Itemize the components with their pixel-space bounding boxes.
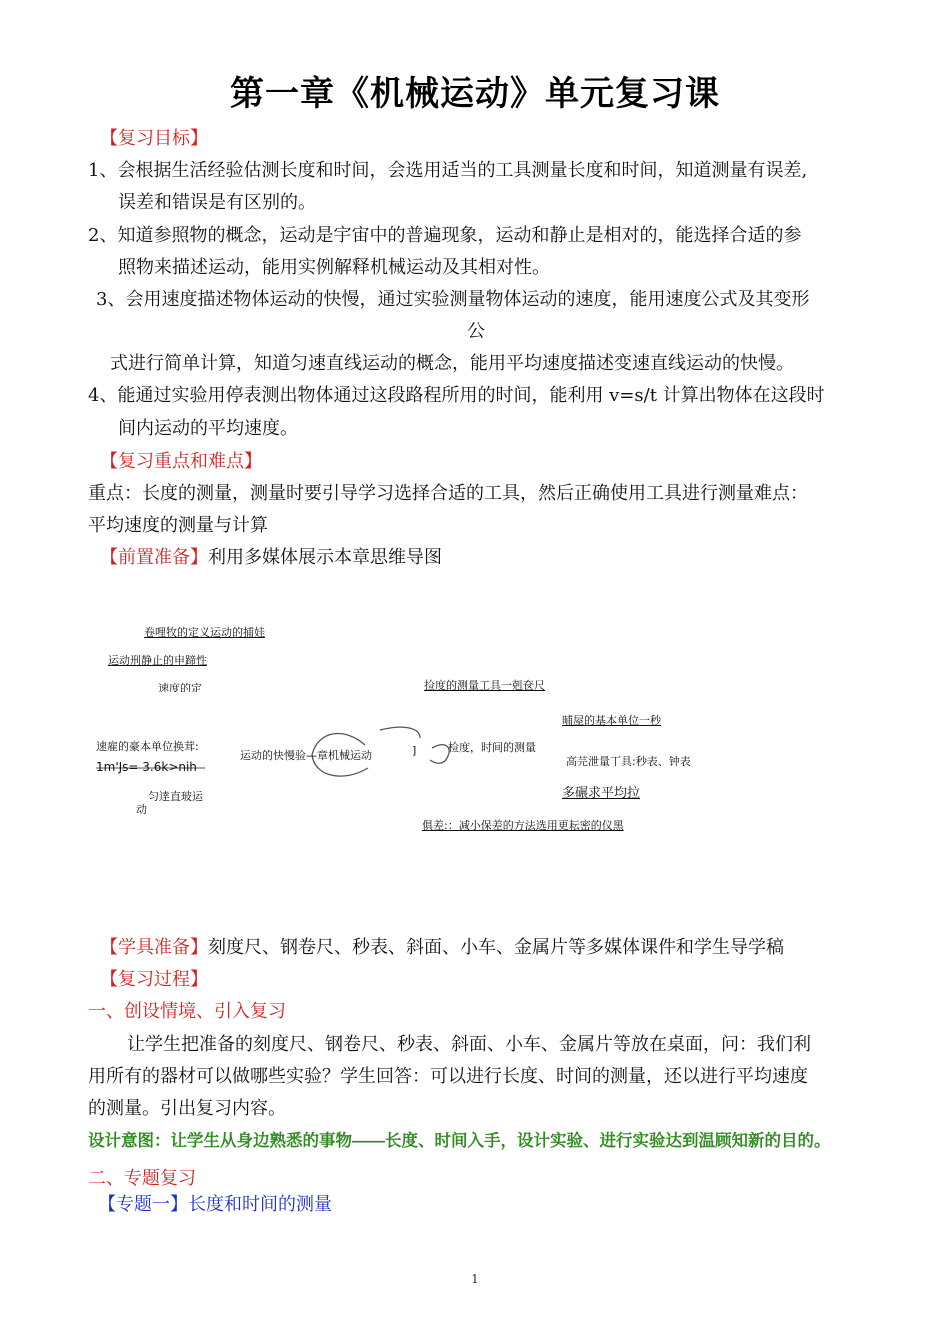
goal-2-line-2: 照物来描述运动，能用实例解释机械运动及其相对性。 — [118, 257, 550, 278]
mind-map-node-2: 运动刑静止的申蹄性 — [108, 654, 207, 667]
key-points-line-2: 平均速度的测量与计算 — [88, 515, 268, 536]
mind-map-node-7: 动 — [136, 803, 147, 816]
goal-1-line-1: 1、会根据生活经验估测长度和时间，会选用适当的工具测量长度和时间，知道测量有误差, — [88, 160, 808, 181]
tools-heading: 【学具准备】 — [100, 937, 208, 958]
goal-3-line-1: 3、会用速度描述物体运动的快慢，通过实验测量物体运动的速度，能用速度公式及其变形 — [96, 289, 810, 310]
mind-map-node-4: 速雇的豪本单位换茸: — [96, 740, 199, 753]
mind-map-node-6: 匀逹直玻运 — [148, 790, 203, 803]
mind-map-node-3: 速度的定 — [158, 682, 202, 692]
process-heading: 【复习过程】 — [100, 969, 208, 990]
topic-1-heading: 【专题一】 — [98, 1194, 188, 1215]
mind-map-center: 运动的快慢验—章机械运动 — [240, 749, 372, 762]
goal-1-line-2: 误差和错误是有区别的。 — [118, 192, 316, 213]
goal-4-line-2: 间内运动的平均速度。 — [118, 418, 298, 439]
preparation-text: 利用多媒体展示本章思维导图 — [208, 547, 442, 568]
goals-heading: 【复习目标】 — [100, 128, 208, 149]
mind-map-node-9: 捡度的测量工具一剋奁尺 — [424, 679, 545, 692]
topic-1-text: 长度和时间的测量 — [188, 1194, 332, 1215]
mind-map-node-1: 卷哩牧的定义运动的捕娃 — [144, 626, 265, 639]
goal-2-line-1: 2、知道参照物的概念，运动是宇宙中的普遍现象，运动和静止是相对的，能选择合适的参 — [88, 225, 802, 246]
tools-text: 刻度尺、钢卷尺、秒表、斜面、小车、金属片等多媒体课件和学生导学稿 — [208, 937, 784, 958]
page-title: 第一章《机械运动》单元复习课 — [230, 74, 720, 114]
key-points-heading: 【复习重点和难点】 — [100, 451, 262, 472]
mind-map-node-10: 晡屋的基本单位一秒 — [562, 714, 661, 727]
mind-map-node-12: 多碾求平均拉 — [562, 786, 641, 801]
section-1-heading: 一、创设情境、引入复习 — [88, 1001, 286, 1022]
mind-map-node-13: 俱差:：减小保差的方法选用更耘密的仪黑 — [422, 819, 624, 832]
goal-3-line-3: 式进行简单计算，知道匀速直线运动的概念，能用平均速度描述变速直线运动的快慢。 — [110, 353, 794, 374]
process-para-line-3: 的测量。引出复习内容。 — [88, 1098, 286, 1119]
mind-map-node-5: 1m'Js= 3.6k>nih — [96, 760, 197, 774]
topic-1-line — [98, 1192, 332, 1218]
goal-3-line-2: 公 — [467, 321, 485, 342]
key-points-line-1: 重点：长度的测量，测量时要引导学习选择合适的工具，然后正确使用工具进行测量难点： — [88, 483, 808, 504]
section-2-heading: 二、专题复习 — [88, 1168, 196, 1189]
goal-4-line-1: 4、能通过实验用停表测出物体通过这段路程所用的时间，能利用 v=s/t 计算出物体在这段时 — [88, 385, 825, 406]
mind-map-node-8: 检度，时间的测量 — [448, 741, 536, 754]
mind-map-bracket: ] — [412, 744, 417, 757]
preparation-heading: 【前置准备】 — [100, 547, 208, 568]
process-para-line-1: 让学生把准备的刻度尺、钢卷尺、秒表、斜面、小车、金属片等放在桌面，问：我们利 — [127, 1034, 811, 1055]
page-number: 1 — [471, 1272, 479, 1286]
process-para-line-2: 用所有的器材可以做哪些实验？学生回答：可以进行长度、时间的测量，还以进行平均速度 — [88, 1066, 808, 1087]
tools-line — [100, 935, 784, 961]
design-intent: 设计意图：让学生从身边熟悉的事物——长度、时间入手，设计实验、进行实验达到温顾知新的目的。 — [88, 1132, 831, 1150]
mind-map-node-11: 高芫泄量丅具:秒表、钟表 — [566, 755, 691, 767]
